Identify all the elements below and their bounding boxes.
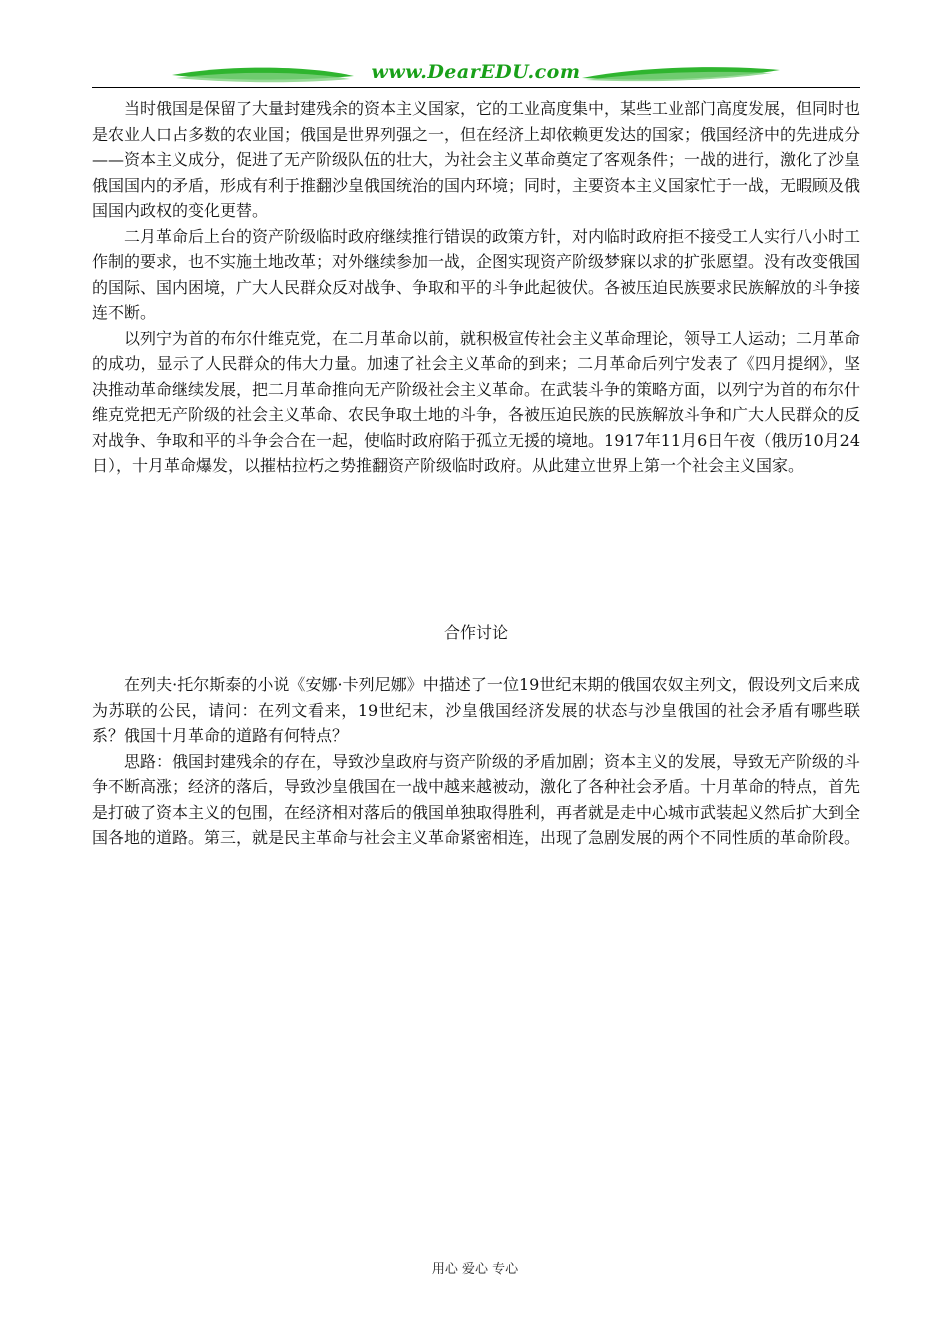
page-footer: 用心 爱心 专心 xyxy=(431,1262,519,1277)
paragraph-2: 二月革命后上台的资产阶级临时政府继续推行错误的政策方针，对内临时政府拒不接受工人实行八小时工作制的要求，也不实施土地改革；对外继续参加一战，企图实现资产阶级梦寐以求的扩张愿望。没有改变俄国的国际、国内困境，广大人民群众反对战争、争取和平的斗争此起彼伏。各被压迫民族要求民族解放的斗争接连不断。 xyxy=(92,226,861,322)
paragraph-3: 以列宁为首的布尔什维克党，在二月革命以前，就积极宣传社会主义革命理论，领导工人运动；二月革命的成功，显示了人民群众的伟大力量。加速了社会主义革命的到来；二月革命后列宁发表了《四月提纲》，坚决推动革命继续发展，把二月革命推向无产阶级社会主义革命。在武装斗争的策略方面，以列宁为首的布尔什维克党把无产阶级的社会主义革命、农民争取土地的斗争，各被压迫民族的民族解放斗争和广大人民群众的反对战争、争取和平的斗争会合在一起，使临时政府陷于孤立无援的境地。1917年11月6日午夜（俄历10月24日），十月革命爆发，以摧枯拉朽之势推翻资产阶级临时政府。从此建立世界上第一个社会主义国家。 xyxy=(92,328,861,475)
discussion-title: 合作讨论 xyxy=(443,623,508,642)
site-logo-text: www.DearEDU.com xyxy=(371,61,581,83)
main-text xyxy=(92,96,860,479)
page-header xyxy=(92,58,860,92)
header-divider xyxy=(92,87,860,88)
discussion-question: 在列夫·托尔斯泰的小说《安娜·卡列尼娜》中描述了一位19世纪末期的俄国农奴主列文，假设列文后来成为苏联的公民，请问：在列文看来，19世纪末，沙皇俄国经济发展的状态与沙皇俄国的社会矛盾有哪些联系？俄国十月革命的道路有何特点？ xyxy=(92,675,860,745)
discussion-section xyxy=(92,672,860,851)
discussion-answer: 思路：俄国封建残余的存在，导致沙皇政府与资产阶级的矛盾加剧；资本主义的发展，导致无产阶级的斗争不断高涨；经济的落后，导致沙皇俄国在一战中越来越被动，激化了各种社会矛盾。十月革命的特点，首先是打破了资本主义的包围，在经济相对落后的俄国单独取得胜利，再者就是走中心城市武装起义然后扩大到全国各地的道路。第三，就是民主革命与社会主义革命紧密相连，出现了急剧发展的两个不同性质的革命阶段。 xyxy=(92,751,861,847)
paragraph-1: 当时俄国是保留了大量封建残余的资本主义国家，它的工业高度集中，某些工业部门高度发展，但同时也是农业人口占多数的农业国；俄国是世界列强之一，但在经济上却依赖更发达的国家；俄国经济中的先进成分——资本主义成分，促进了无产阶级队伍的壮大，为社会主义革命奠定了客观条件；一战的进行，激化了沙皇俄国国内的矛盾，形成有利于推翻沙皇俄国统治的国内环境；同时，主要资本主义国家忙于一战，无暇顾及俄国国内政权的变化更替。 xyxy=(92,99,861,220)
